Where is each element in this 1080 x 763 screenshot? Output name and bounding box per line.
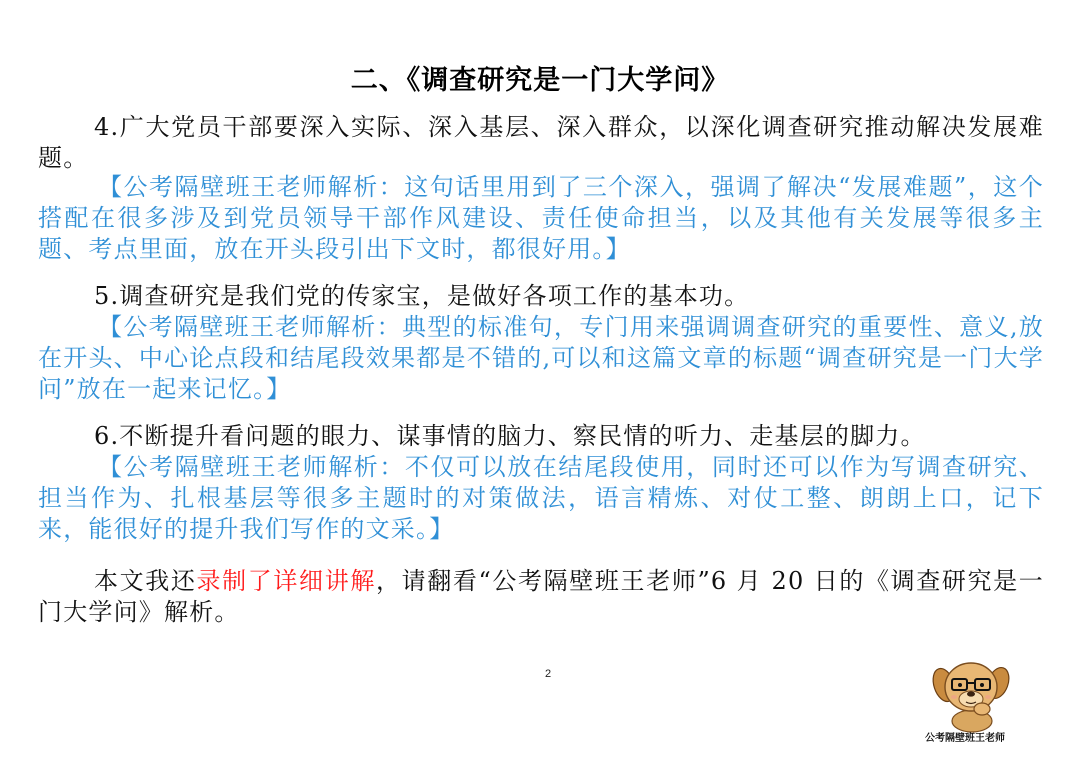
closing-before: 本文我还 [94,567,197,595]
page-number: 2 [545,668,552,680]
point-5: 5.调查研究是我们党的传家宝，是做好各项工作的基本功。 [94,282,750,310]
page-title: 二、《调查研究是一门大学问》 [350,65,730,96]
closing-after: ，请翻看“公考隔壁班王老师”6 月 20 日的《调查研究是一门大学问》解析。 [38,567,1044,626]
analysis-4: 【公考隔壁班王老师解析：这句话里用到了三个深入，强调了解决“发展难题”，这个搭配在很多涉及到党员领导干部作风建设、责任使命担当，以及其他有关发展等很多主题、考点里面，放在开头段引出下文时，都很好用。】 [38,173,1044,263]
mascot-caption: 公考隔壁班王老师 [925,733,1005,744]
point-4: 4.广大党员干部要深入实际、深入基层、深入群众，以深化调查研究推动解决发展难题。 [38,113,1044,172]
analysis-5: 【公考隔壁班王老师解析：典型的标准句，专门用来强调调查研究的重要性、意义,放在开头、中心论点段和结尾段效果都是不错的,可以和这篇文章的标题“调查研究是一门大学问”放在一起来记忆。】 [38,313,1044,403]
analysis-6: 【公考隔壁班王老师解析：不仅可以放在结尾段使用，同时还可以作为写调查研究、担当作为、扎根基层等很多主题时的对策做法，语言精炼、对仗工整、朗朗上口，记下来，能很好的提升我们写作的文采。】 [38,453,1044,543]
closing-note [38,566,1044,628]
closing-highlight: 录制了详细讲解 [196,567,376,595]
cartoon-dog-with-glasses-icon [930,655,1010,733]
point-6: 6.不断提升看问题的眼力、谋事情的脑力、察民情的听力、走基层的脚力。 [94,422,926,450]
